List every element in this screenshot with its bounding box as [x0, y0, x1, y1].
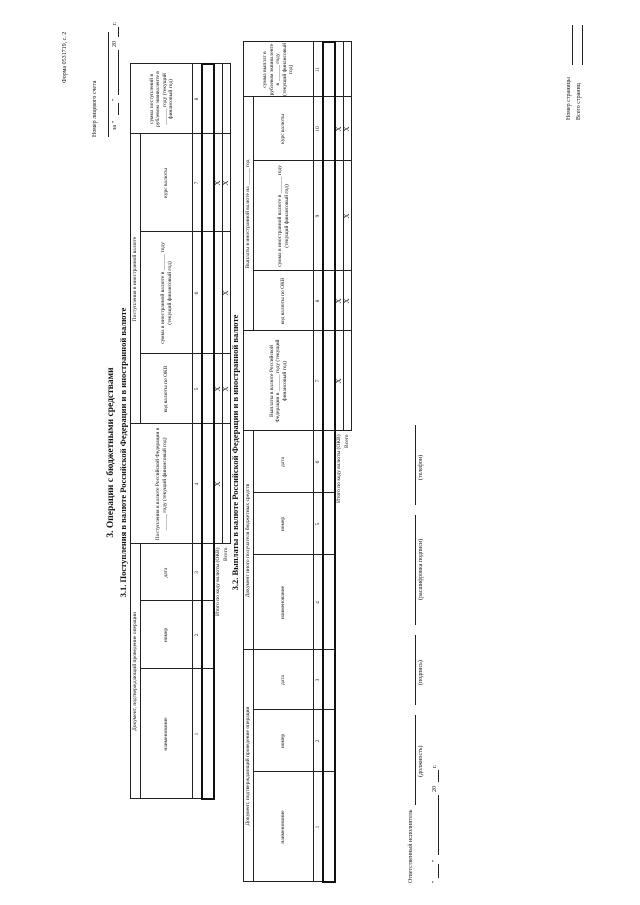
- payments-grand-total-cell[interactable]: [343, 331, 351, 431]
- receipts-total-by-code-label: Итого по коду валюты (ОКВ): [215, 547, 222, 617]
- receipts-amount-foreign-header: сумма в иностранной валюте в ______ году (текущий финансовый год): [141, 232, 193, 354]
- payments-col-number: 5: [314, 493, 324, 555]
- payments-cell[interactable]: [323, 772, 335, 882]
- receipts-cell[interactable]: [202, 232, 214, 354]
- receipts-cell[interactable]: [202, 354, 214, 424]
- footer-date-quote-open: ": [432, 880, 438, 883]
- payments-date-header: дата: [254, 650, 314, 710]
- payments-cell[interactable]: [323, 650, 335, 710]
- total-pages-label: Всего страниц: [576, 83, 582, 120]
- payments-name-header: наименование: [254, 772, 314, 882]
- date-quote: ": [112, 98, 118, 101]
- receipts-cell[interactable]: [202, 601, 214, 669]
- section-title: 3. Операции с бюджетными средствами: [106, 367, 116, 538]
- form-code: Форма 0531719, с. 2: [62, 31, 68, 83]
- payments-total-by-code-label: Итого по коду валюты (ОКВ): [336, 434, 343, 503]
- payments-col-number: 7: [314, 331, 324, 431]
- receipts-rub-header: Поступления в валюте Российской Федерации в ______ году (текущий финансовый год): [131, 424, 193, 544]
- payments-grand-total-x: X: [343, 271, 351, 331]
- footer-day-line[interactable]: [438, 864, 439, 878]
- footer-year-suffix: г.: [432, 764, 438, 768]
- payments-cell[interactable]: [323, 710, 335, 772]
- footer-year-line[interactable]: [438, 770, 439, 782]
- footer-year-prefix: 20: [432, 786, 438, 792]
- receipts-foreign-group-header: Поступления в иностранной валюте: [131, 134, 141, 424]
- payments-cell[interactable]: [323, 271, 335, 331]
- signature-caption: (подпись): [418, 660, 424, 685]
- receipts-total-cell[interactable]: [214, 64, 222, 134]
- payments-cell[interactable]: [323, 555, 335, 650]
- receipts-cell[interactable]: [202, 669, 214, 799]
- receipts-col-number: 7: [193, 134, 203, 232]
- payments-table: [243, 41, 352, 883]
- payments-title: 3.2. Выплаты в валюте Российской Федерации и в иностранной валюте: [230, 314, 240, 591]
- year-line[interactable]: [118, 27, 119, 37]
- payments-recipient-date-header: дата: [254, 431, 314, 493]
- receipts-grand-total-x: X: [222, 134, 230, 232]
- receipts-col-number: 4: [193, 424, 203, 544]
- payments-cell[interactable]: [323, 42, 335, 97]
- receipts-number-header: номер: [141, 601, 193, 669]
- payments-rate-header: курс валюты: [254, 97, 314, 161]
- page-number-line[interactable]: [572, 25, 573, 65]
- payments-grand-total-cell[interactable]: [343, 42, 351, 97]
- receipts-doc-group-header: Документ, подтверждающий проведение операции: [131, 544, 141, 799]
- decoding-line[interactable]: [415, 515, 416, 625]
- position-caption: (должность): [418, 745, 424, 777]
- receipts-title: 3.1. Поступления в валюте Российской Федерации и в иностранной валюте: [118, 307, 128, 598]
- payments-cell[interactable]: [323, 431, 335, 493]
- receipts-okv-header: код валюты по ОКВ: [141, 354, 193, 424]
- total-pages-line[interactable]: [582, 25, 583, 65]
- payments-col-number: 10: [314, 97, 324, 161]
- payments-cell[interactable]: [323, 97, 335, 161]
- footer-month-line[interactable]: [438, 795, 439, 855]
- day-line[interactable]: [118, 103, 119, 115]
- payments-col-number: 3: [314, 650, 324, 710]
- payments-col-number: 2: [314, 710, 324, 772]
- decoding-caption: (расшифровка подписи): [418, 538, 424, 600]
- executor-label: Ответственный исполнитель: [408, 809, 414, 883]
- receipts-col-number: 1: [193, 669, 203, 799]
- payments-total-cell[interactable]: [335, 42, 343, 97]
- receipts-date-header: дата: [141, 544, 193, 601]
- receipts-col-number: 3: [193, 544, 203, 601]
- year-suffix: г.: [112, 21, 118, 25]
- receipts-col-number: 6: [193, 232, 203, 354]
- receipts-total-label: Всего: [222, 547, 229, 561]
- payments-col-number: 6: [314, 431, 324, 493]
- account-number-label: Номер лицевого счета: [92, 80, 98, 137]
- payments-rub-header: Выплаты в валюте Российской Федерации в ______ году (текущий финансовый год): [244, 331, 314, 431]
- position-line[interactable]: [415, 715, 416, 805]
- payments-total-cell[interactable]: [335, 161, 343, 271]
- receipts-rate-header: курс валюты: [141, 134, 193, 232]
- payments-grand-total-x: X: [343, 161, 351, 271]
- receipts-col-number: 5: [193, 354, 203, 424]
- date-prefix: за ": [112, 121, 118, 130]
- receipts-grand-total-cell[interactable]: [222, 424, 230, 544]
- receipts-col-number: 2: [193, 601, 203, 669]
- receipts-cell[interactable]: [202, 134, 214, 232]
- footer-date-quote-close: ": [432, 859, 438, 862]
- receipts-total-x: X: [214, 134, 222, 232]
- month-line[interactable]: [118, 50, 119, 95]
- receipts-total-x: X: [214, 424, 222, 544]
- receipts-col-number: 8: [193, 64, 203, 134]
- receipts-grand-total-x: X: [222, 354, 230, 424]
- receipts-cell[interactable]: [202, 424, 214, 544]
- phone-line[interactable]: [415, 425, 416, 505]
- receipts-rub-equiv-header: сумма поступлений в рублевом эквиваленте в ______ году (текущий финансовый год): [131, 64, 193, 134]
- payments-col-number: 9: [314, 161, 324, 271]
- payments-total-x: X: [335, 331, 343, 431]
- payments-total-label: Всего: [343, 434, 350, 448]
- payments-total-x: X: [335, 97, 343, 161]
- phone-caption: (телефон): [418, 454, 424, 480]
- receipts-cell[interactable]: [202, 64, 214, 134]
- payments-col-number: 8: [314, 271, 324, 331]
- payments-okv-header: код валюты по ОКВ: [254, 271, 314, 331]
- payments-doc-group-header: Документ, подтверждающий проведение операции: [244, 650, 254, 882]
- page-number-label: Номер страницы: [566, 77, 572, 120]
- payments-col-number: 4: [314, 555, 324, 650]
- payments-cell[interactable]: [323, 493, 335, 555]
- payments-foreign-group-header: Выплаты в иностранной валюте на ______ год: [244, 97, 254, 331]
- payments-rub-equiv-header: сумма выплат в рублевом эквиваленте в ______ году (текущий финансовый год): [244, 42, 314, 97]
- payments-total-x: X: [335, 271, 343, 331]
- payments-col-number: 11: [314, 42, 324, 97]
- payments-number-header: номер: [254, 710, 314, 772]
- signature-line[interactable]: [415, 635, 416, 705]
- receipts-table: [130, 63, 231, 800]
- payments-recipient-name-header: наименование: [254, 555, 314, 650]
- receipts-grand-total-cell[interactable]: [222, 64, 230, 134]
- receipts-cell[interactable]: [202, 544, 214, 601]
- payments-recipient-group-header: Документ иного получателя бюджетных средств: [244, 431, 254, 650]
- payments-cell[interactable]: [323, 331, 335, 431]
- payments-grand-total-x: X: [343, 97, 351, 161]
- payments-amount-foreign-header: сумма в иностранной валюте в ______ году (текущий финансовый год): [254, 161, 314, 271]
- receipts-total-x: X: [214, 354, 222, 424]
- receipts-total-cell[interactable]: [214, 232, 222, 354]
- payments-col-number: 1: [314, 772, 324, 882]
- year-prefix: 20: [112, 41, 118, 47]
- receipts-grand-total-x: X: [222, 232, 230, 354]
- payments-cell[interactable]: [323, 161, 335, 271]
- payments-recipient-number-header: номер: [254, 493, 314, 555]
- receipts-name-header: наименование: [141, 669, 193, 799]
